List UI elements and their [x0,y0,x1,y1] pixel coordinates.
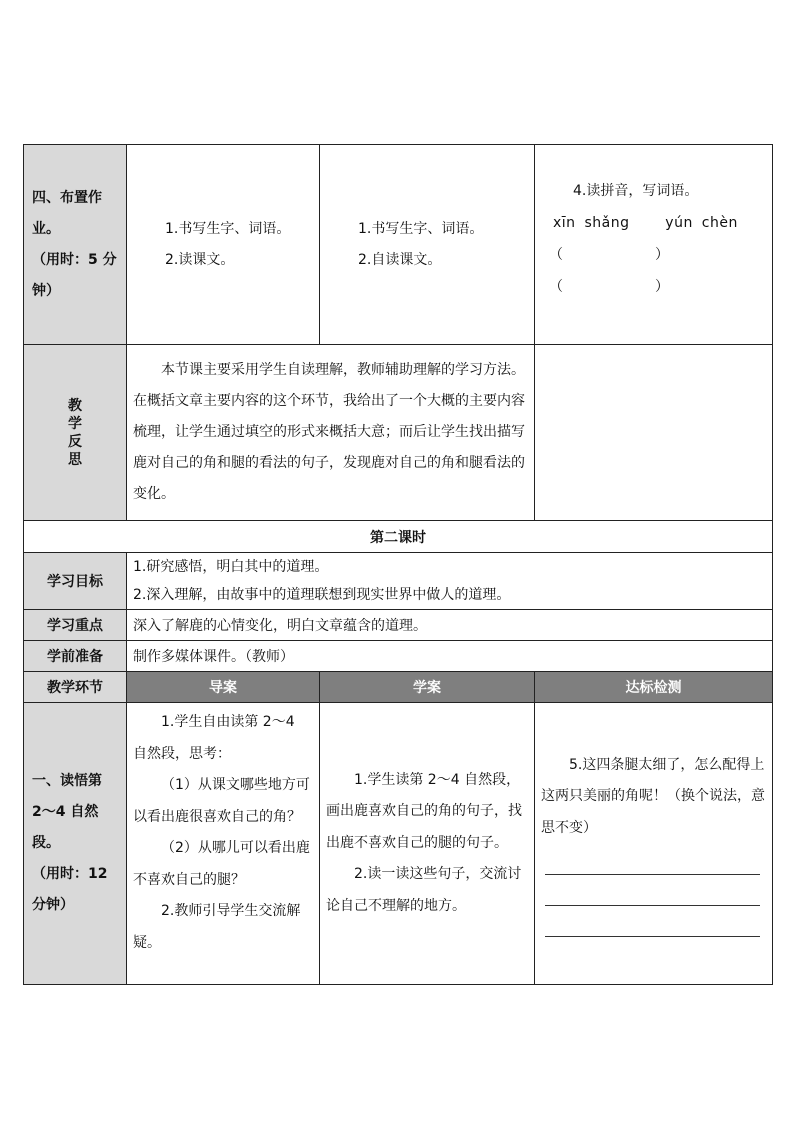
study-item: 2.读一读这些句子，交流讨论自己不理解的地方。 [326,866,522,914]
reflection-char: 反 [68,433,82,450]
section1-study-cell [320,703,535,985]
lesson-plan-table [23,144,773,985]
answer-blank [543,271,764,303]
answer-line[interactable] [545,844,760,875]
section-header-row [24,672,773,703]
section1-guide-cell [127,703,320,985]
header-guide: 导案 [127,672,320,703]
reflection-label [24,345,127,521]
homework-label [24,145,127,345]
blank-close: ） [655,279,669,295]
homework-study-cell [320,145,535,345]
goals-row [24,553,773,610]
homework-row [24,145,773,345]
homework-check-title: 4.读拼音，写词语。 [573,183,699,199]
homework-guide-item: 1.书写生字、词语。 [165,220,291,237]
prep-text: 制作多媒体课件。（教师） [127,641,773,672]
homework-label-line: 钟） [32,282,60,299]
reflection-row [24,345,773,521]
homework-label-line: 四、布置作业。 [32,189,102,237]
check-question: 5.这四条腿太细了，怎么配得上这两只美丽的角呢！（换个说法，意思不变） [541,756,765,836]
answer-line[interactable] [545,875,760,906]
homework-guide-cell [127,145,320,345]
lesson2-title-row [24,521,773,553]
reflection-empty-cell [535,345,773,521]
guide-item: （1）从课文哪些地方可以看出鹿很喜欢自己的角？ [133,777,310,825]
goal-item: 2.深入理解，由故事中的道理联想到现实世界中做人的道理。 [133,587,511,603]
blank-open: （ [549,247,563,263]
pinyin-words: xīn shǎng yún chèn [553,215,738,231]
answer-blank [543,239,764,271]
section1-label-line: 一、读悟第 [32,773,102,789]
section1-label-line: 分钟） [32,897,74,913]
section1-label-line: 2～4 自然段。 [32,804,99,851]
guide-item: （2）从哪儿可以看出鹿不喜欢自己的腿？ [133,840,310,888]
reflection-char: 学 [68,415,82,432]
blank-open: （ [549,279,563,295]
section1-label [24,703,127,985]
homework-study-item: 2.自读课文。 [358,251,442,268]
guide-item: 2.教师引导学生交流解疑。 [133,903,301,951]
goal-item: 1.研究感悟，明白其中的道理。 [133,559,329,575]
prep-row [24,641,773,672]
focus-label: 学习重点 [24,610,127,641]
blank-close: ） [655,247,669,263]
homework-study-item: 1.书写生字、词语。 [358,220,484,237]
section1-check-cell [535,703,773,985]
header-study: 学案 [320,672,535,703]
prep-label: 学前准备 [24,641,127,672]
header-check: 达标检测 [535,672,773,703]
reflection-text: 本节课主要采用学生自读理解，教师辅助理解的学习方法。在概括文章主要内容的这个环节，我给出了一个大概的主要内容梳理，让学生通过填空的形式来概括大意；而后让学生找出描写鹿对自己的角和腿的看法的句子，发现鹿对自己的角和腿看法的变化。 [133,362,525,502]
header-step: 教学环节 [24,672,127,703]
section1-row [24,703,773,985]
reflection-char: 思 [68,451,82,468]
homework-guide-item: 2.读课文。 [165,251,235,268]
study-item: 1.学生读第 2～4 自然段，画出鹿喜欢自己的角的句子，找出鹿不喜欢自己的腿的句子。 [326,771,522,851]
reflection-text-cell [127,345,535,521]
section1-label-line: （用时：12 [32,866,108,882]
homework-check-cell [535,145,773,345]
guide-item: 1.学生自由读第 2～4 自然段，思考： [133,714,295,762]
answer-line[interactable] [545,906,760,937]
goals-label: 学习目标 [24,553,127,610]
lesson2-title: 第二课时 [24,521,773,553]
homework-label-line: （用时：5 分 [32,251,117,268]
reflection-char: 教 [68,397,82,414]
focus-row [24,610,773,641]
goals-cell [127,553,773,610]
focus-text: 深入了解鹿的心情变化，明白文章蕴含的道理。 [127,610,773,641]
